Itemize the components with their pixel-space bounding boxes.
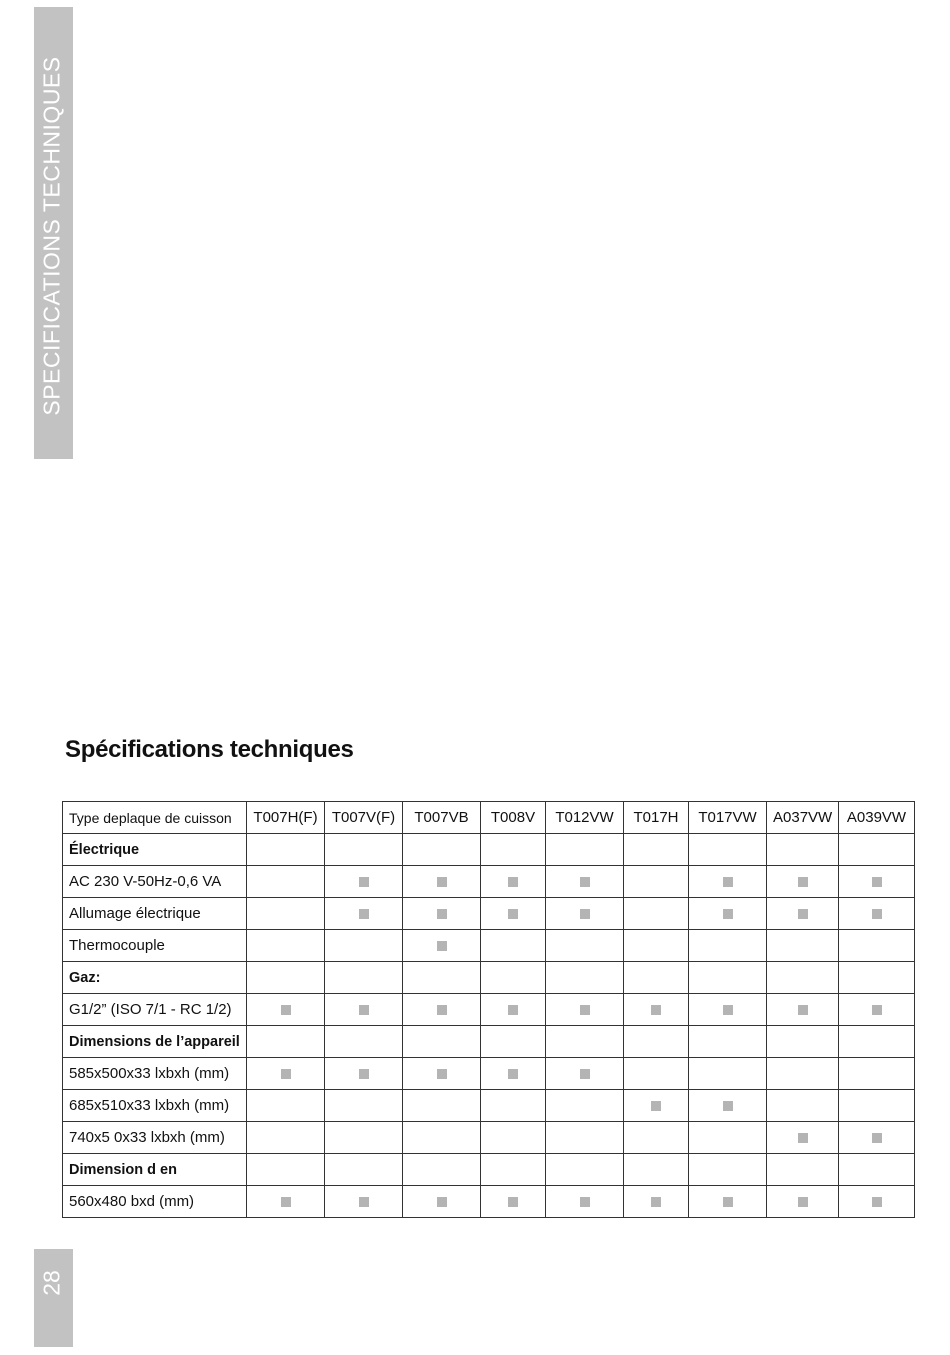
table-cell xyxy=(767,866,839,898)
table-cell xyxy=(624,962,689,994)
table-row xyxy=(63,1122,915,1154)
column-header: T007H(F) xyxy=(247,802,325,834)
check-square-icon xyxy=(580,1005,590,1015)
row-label: 585x500x33 lxbxh (mm) xyxy=(63,1058,247,1090)
section-row xyxy=(63,962,915,994)
table-cell xyxy=(839,1090,915,1122)
check-square-icon xyxy=(723,1005,733,1015)
table-cell xyxy=(839,1058,915,1090)
column-header: A037VW xyxy=(767,802,839,834)
row-label: AC 230 V-50Hz-0,6 VA xyxy=(63,866,247,898)
table-cell xyxy=(767,1154,839,1186)
table-cell xyxy=(247,898,325,930)
table-cell xyxy=(689,1058,767,1090)
section-label: Dimension d en xyxy=(63,1154,247,1186)
table-cell xyxy=(624,1026,689,1058)
table-cell xyxy=(481,1122,546,1154)
section-row xyxy=(63,1026,915,1058)
table-cell xyxy=(839,930,915,962)
table-cell xyxy=(767,898,839,930)
table-cell xyxy=(546,1058,624,1090)
table-cell xyxy=(325,1026,403,1058)
section-row xyxy=(63,1154,915,1186)
table-cell xyxy=(481,866,546,898)
column-header: T017VW xyxy=(689,802,767,834)
table-cell xyxy=(624,834,689,866)
table-row xyxy=(63,994,915,1026)
table-row xyxy=(63,1058,915,1090)
table-cell xyxy=(403,1122,481,1154)
table-cell xyxy=(325,898,403,930)
table-cell xyxy=(481,962,546,994)
check-square-icon xyxy=(723,1101,733,1111)
page-title: Spécifications techniques xyxy=(65,736,354,763)
table-cell xyxy=(325,1090,403,1122)
table-cell xyxy=(325,1058,403,1090)
table-cell xyxy=(689,1186,767,1218)
check-square-icon xyxy=(508,909,518,919)
check-square-icon xyxy=(359,1069,369,1079)
check-square-icon xyxy=(281,1069,291,1079)
check-square-icon xyxy=(437,941,447,951)
table-cell xyxy=(839,1186,915,1218)
table-header-row xyxy=(63,802,915,834)
check-square-icon xyxy=(723,909,733,919)
table-cell xyxy=(403,1090,481,1122)
table-cell xyxy=(247,962,325,994)
check-square-icon xyxy=(437,1069,447,1079)
table-cell xyxy=(325,866,403,898)
column-header: T012VW xyxy=(546,802,624,834)
check-square-icon xyxy=(872,1133,882,1143)
table-cell xyxy=(403,994,481,1026)
table-cell xyxy=(767,1090,839,1122)
table-cell xyxy=(767,994,839,1026)
check-square-icon xyxy=(281,1197,291,1207)
table-row xyxy=(63,1186,915,1218)
row-label: 740x5 0x33 lxbxh (mm) xyxy=(63,1122,247,1154)
table-row xyxy=(63,866,915,898)
check-square-icon xyxy=(359,1197,369,1207)
table-cell xyxy=(839,866,915,898)
table-cell xyxy=(839,1026,915,1058)
check-square-icon xyxy=(437,909,447,919)
check-square-icon xyxy=(798,1197,808,1207)
table-cell xyxy=(839,994,915,1026)
table-cell xyxy=(546,866,624,898)
table-cell xyxy=(839,1122,915,1154)
table-cell xyxy=(546,1154,624,1186)
table-cell xyxy=(247,1090,325,1122)
column-header: T017H xyxy=(624,802,689,834)
row-label: Allumage électrique xyxy=(63,898,247,930)
check-square-icon xyxy=(798,909,808,919)
check-square-icon xyxy=(437,1005,447,1015)
row-label: 685x510x33 lxbxh (mm) xyxy=(63,1090,247,1122)
table-cell xyxy=(767,1058,839,1090)
table-cell xyxy=(689,962,767,994)
check-square-icon xyxy=(872,877,882,887)
column-header: T007VB xyxy=(403,802,481,834)
table-cell xyxy=(546,994,624,1026)
table-cell xyxy=(689,1090,767,1122)
table-cell xyxy=(689,1122,767,1154)
row-label: G1/2” (ISO 7/1 - RC 1/2) xyxy=(63,994,247,1026)
table-cell xyxy=(403,930,481,962)
check-square-icon xyxy=(872,1197,882,1207)
table-cell xyxy=(247,834,325,866)
table-cell xyxy=(767,1122,839,1154)
check-square-icon xyxy=(359,877,369,887)
table-cell xyxy=(325,1122,403,1154)
table-cell xyxy=(546,834,624,866)
check-square-icon xyxy=(872,909,882,919)
check-square-icon xyxy=(798,877,808,887)
check-square-icon xyxy=(723,1197,733,1207)
section-label: Électrique xyxy=(63,834,247,866)
table-cell xyxy=(325,930,403,962)
header-type-label: Type deplaque de cuisson xyxy=(63,802,247,834)
check-square-icon xyxy=(798,1005,808,1015)
table-cell xyxy=(546,930,624,962)
table-cell xyxy=(767,930,839,962)
table-cell xyxy=(839,834,915,866)
table-cell xyxy=(546,1090,624,1122)
check-square-icon xyxy=(359,1005,369,1015)
table-cell xyxy=(839,898,915,930)
table-cell xyxy=(624,898,689,930)
table-cell xyxy=(481,994,546,1026)
table-cell xyxy=(403,1026,481,1058)
table-cell xyxy=(689,898,767,930)
table-cell xyxy=(325,834,403,866)
check-square-icon xyxy=(508,1069,518,1079)
table-cell xyxy=(403,1154,481,1186)
table-cell xyxy=(403,866,481,898)
table-cell xyxy=(624,1058,689,1090)
column-header: T008V xyxy=(481,802,546,834)
table-cell xyxy=(403,834,481,866)
side-section-title: SPECIFICATIONS TECHNIQUES xyxy=(38,56,65,416)
check-square-icon xyxy=(580,909,590,919)
check-square-icon xyxy=(508,1197,518,1207)
table-cell xyxy=(247,1058,325,1090)
check-square-icon xyxy=(281,1005,291,1015)
table-row xyxy=(63,930,915,962)
check-square-icon xyxy=(437,877,447,887)
table-cell xyxy=(481,930,546,962)
row-label: Thermocouple xyxy=(63,930,247,962)
table-cell xyxy=(767,962,839,994)
table-cell xyxy=(624,1090,689,1122)
column-header: T007V(F) xyxy=(325,802,403,834)
table-cell xyxy=(325,962,403,994)
column-header: A039VW xyxy=(839,802,915,834)
check-square-icon xyxy=(508,1005,518,1015)
table-cell xyxy=(481,1090,546,1122)
table-cell xyxy=(624,866,689,898)
table-cell xyxy=(325,994,403,1026)
table-cell xyxy=(624,1154,689,1186)
table-cell xyxy=(767,1186,839,1218)
check-square-icon xyxy=(798,1133,808,1143)
check-square-icon xyxy=(580,1069,590,1079)
table-cell xyxy=(689,1026,767,1058)
table-cell xyxy=(325,1154,403,1186)
table-cell xyxy=(247,930,325,962)
table-cell xyxy=(546,962,624,994)
table-cell xyxy=(481,1186,546,1218)
check-square-icon xyxy=(437,1197,447,1207)
check-square-icon xyxy=(651,1101,661,1111)
table-row xyxy=(63,1090,915,1122)
check-square-icon xyxy=(580,1197,590,1207)
table-cell xyxy=(247,1154,325,1186)
table-cell xyxy=(247,866,325,898)
table-body xyxy=(63,834,915,1218)
table-cell xyxy=(481,1058,546,1090)
table-cell xyxy=(403,1186,481,1218)
table-cell xyxy=(481,1154,546,1186)
table-cell xyxy=(481,1026,546,1058)
table-cell xyxy=(546,1026,624,1058)
section-label: Gaz: xyxy=(63,962,247,994)
check-square-icon xyxy=(723,877,733,887)
table-cell xyxy=(839,962,915,994)
table-cell xyxy=(624,994,689,1026)
table-cell xyxy=(403,1058,481,1090)
check-square-icon xyxy=(651,1197,661,1207)
table-cell xyxy=(624,1186,689,1218)
specifications-table xyxy=(62,801,915,1218)
check-square-icon xyxy=(872,1005,882,1015)
check-square-icon xyxy=(359,909,369,919)
page-number: 28 xyxy=(38,1270,65,1296)
table-cell xyxy=(689,866,767,898)
table-cell xyxy=(689,1154,767,1186)
check-square-icon xyxy=(580,877,590,887)
table-cell xyxy=(247,1122,325,1154)
section-row xyxy=(63,834,915,866)
table-cell xyxy=(247,1186,325,1218)
table-row xyxy=(63,898,915,930)
table-cell xyxy=(839,1154,915,1186)
table-cell xyxy=(546,898,624,930)
table-cell xyxy=(546,1186,624,1218)
page-number-tab xyxy=(34,1249,73,1347)
table-cell xyxy=(325,1186,403,1218)
table-cell xyxy=(481,834,546,866)
table-cell xyxy=(767,1026,839,1058)
check-square-icon xyxy=(508,877,518,887)
table-cell xyxy=(624,1122,689,1154)
section-label: Dimensions de l’appareil xyxy=(63,1026,247,1058)
table-cell xyxy=(403,962,481,994)
table-cell xyxy=(481,898,546,930)
table-cell xyxy=(403,898,481,930)
table-cell xyxy=(546,1122,624,1154)
table-cell xyxy=(689,930,767,962)
table-cell xyxy=(247,994,325,1026)
table-cell xyxy=(624,930,689,962)
check-square-icon xyxy=(651,1005,661,1015)
table-cell xyxy=(767,834,839,866)
table-cell xyxy=(689,994,767,1026)
table-cell xyxy=(689,834,767,866)
table-cell xyxy=(247,1026,325,1058)
row-label: 560x480 bxd (mm) xyxy=(63,1186,247,1218)
